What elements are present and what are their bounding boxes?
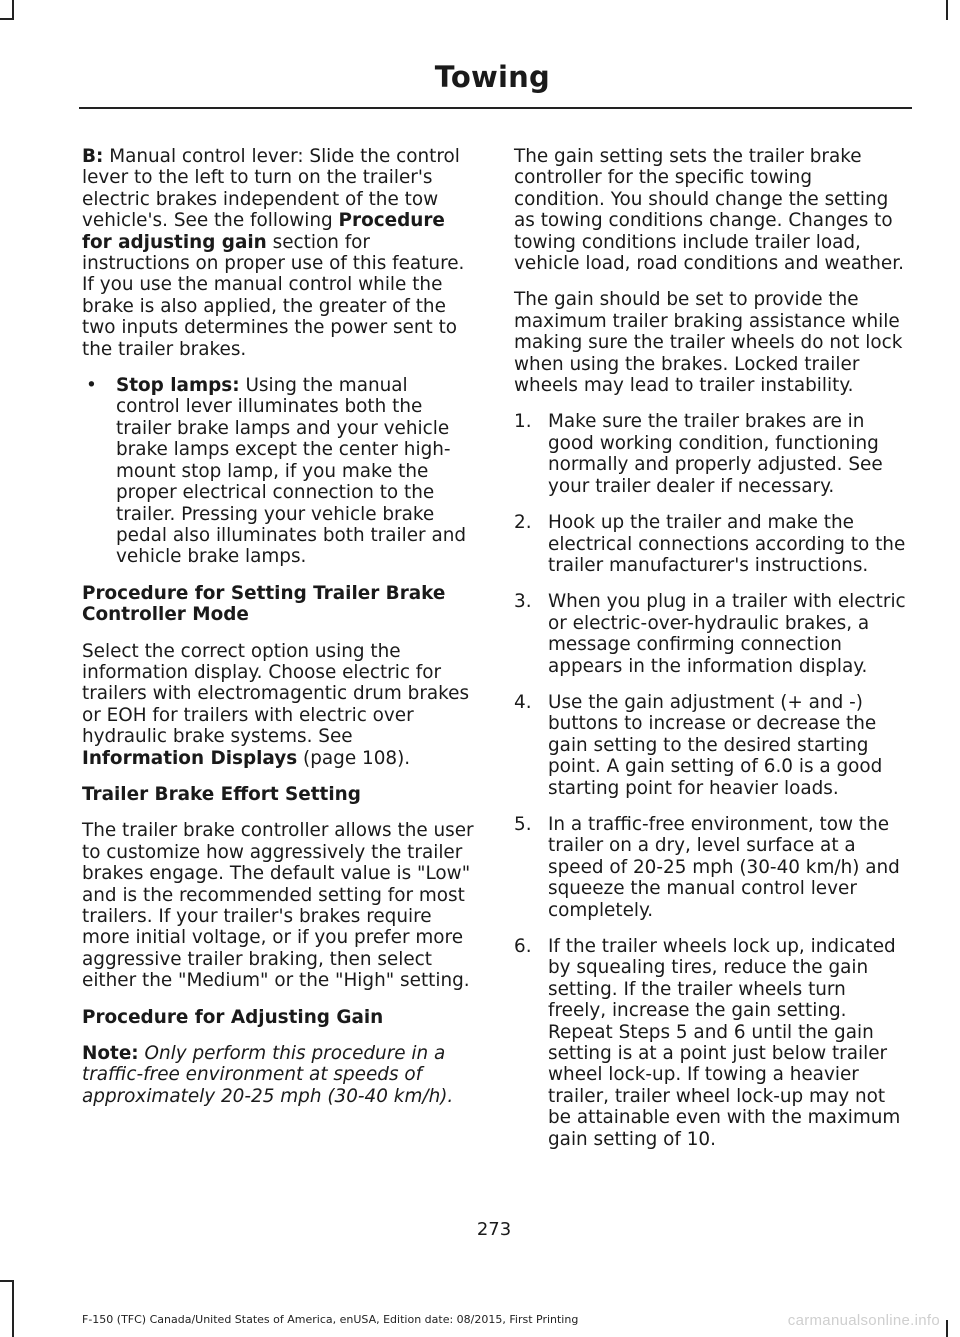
gain-setting-paragraph: The gain setting sets the trailer brake controller for the specific towing condition. You should change the setting as towing conditions change. Changes to towing conditions include trailer load, vehicle load, road conditions and weather. bbox=[514, 146, 904, 275]
crop-mark-top-right bbox=[946, 0, 948, 20]
right-column bbox=[514, 146, 907, 1165]
crop-mark-top-left-h bbox=[0, 18, 14, 20]
effort-setting-paragraph: The trailer brake controller allows the user to customize how aggressively the trailer brakes engage. The default value is "Low" and is the recommended setting for most trailers. If your trailer's brakes require more initial voltage, or if you prefer more aggressive trailer braking, then select either the "Medium" or the "High" setting. bbox=[82, 820, 474, 992]
watermark: carmanualsonline.info bbox=[787, 1312, 940, 1329]
crop-mark-bottom-right bbox=[946, 1320, 948, 1337]
list-item: 4. Use the gain adjustment (+ and -) buttons to increase or decrease the gain setting to the desired starting point. A gain setting of 6.0 is a good starting point for heavier loads. bbox=[514, 691, 883, 799]
page-number: 273 bbox=[476, 1219, 512, 1240]
crop-mark-top-left bbox=[12, 0, 14, 20]
label-b: B: bbox=[82, 146, 104, 167]
list-item: 3. When you plug in a trailer with electric or electric-over-hydraulic brakes, a message confirming connection appears in the information display. bbox=[514, 591, 906, 677]
crop-mark-bottom-left-h bbox=[0, 1280, 14, 1282]
heading-controller-mode: Procedure for Setting Trailer Brake Controller Mode bbox=[82, 582, 446, 626]
list-item: 1. Make sure the trailer brakes are in good working condition, functioning normally and properly adjusted. See your trailer dealer if necessary. bbox=[514, 411, 883, 497]
list-item: 5. In a traffic-free environment, tow the trailer on a dry, level surface at a speed of 20-25 mph (30-40 km/h) and squeeze the manual control lever completely. bbox=[514, 813, 900, 921]
note-paragraph: Note: Only perform this procedure in a traffic-free environment at speeds of approximately 20-25 mph (30-40 km/h). bbox=[82, 1043, 454, 1107]
list-item: 2. Hook up the trailer and make the electrical connections according to the trailer manufacturer's instructions. bbox=[514, 512, 906, 576]
bullet-icon: • bbox=[86, 375, 97, 397]
footer-text: F-150 (TFC) Canada/United States of America, enUSA, Edition date: 08/2015, First Printing bbox=[82, 1313, 579, 1326]
controller-mode-paragraph: Select the correct option using the information display. Choose electric for trailers with electromagentic drum brakes or EOH for trailers with electric over hydraulic brake systems. See Information Displays (page 108). bbox=[82, 640, 470, 769]
information-displays-link[interactable]: Information Displays bbox=[82, 747, 298, 769]
gain-steps-list bbox=[514, 411, 907, 1150]
manual-control-paragraph: B: Manual control lever: Slide the control lever to the left to turn on the trailer's electric brakes independent of the tow vehicle's. See the following Procedure for adjusting gain section for instructions on proper use of this feature. If you use the manual control while the brake is also applied, the greater of the two inputs determines the power sent to the trailer brakes. bbox=[82, 146, 465, 360]
list-item: 6. If the trailer wheels lock up, indicated by squealing tires, reduce the gain setting. If the trailer wheels turn freely, increase the gain setting. Repeat Steps 5 and 6 until the gain setting is at a point just below trailer wheel lock-up. If towing a heavier trailer, trailer wheel lock-up may not be attainable even with the maximum gain setting of 10. bbox=[514, 936, 901, 1150]
left-column bbox=[82, 146, 475, 1122]
heading-adjusting-gain: Procedure for Adjusting Gain bbox=[82, 1006, 384, 1028]
page-title: Towing bbox=[434, 60, 550, 94]
note-label: Note: bbox=[82, 1043, 139, 1065]
gain-braking-paragraph: The gain should be set to provide the maximum trailer braking assistance while making sure the trailer wheels do not lock when using the brakes. Locked trailer wheels may lead to trailer instability. bbox=[514, 289, 903, 397]
stop-lamps-label: Stop lamps: bbox=[116, 375, 240, 397]
header-rule bbox=[79, 107, 912, 109]
procedure-link[interactable]: Procedure for adjusting gain bbox=[82, 210, 445, 253]
heading-effort-setting: Trailer Brake Effort Setting bbox=[82, 783, 361, 805]
crop-mark-bottom-left bbox=[12, 1280, 14, 1337]
stop-lamps-bullet: • Stop lamps: Using the manual control lever illuminates both the trailer brake lamps and your vehicle brake lamps except the center high-mount stop lamp, if you make the proper electrical connection to the trailer. Pressing your vehicle brake pedal also illuminates both trailer and vehicle brake lamps. bbox=[86, 375, 467, 568]
